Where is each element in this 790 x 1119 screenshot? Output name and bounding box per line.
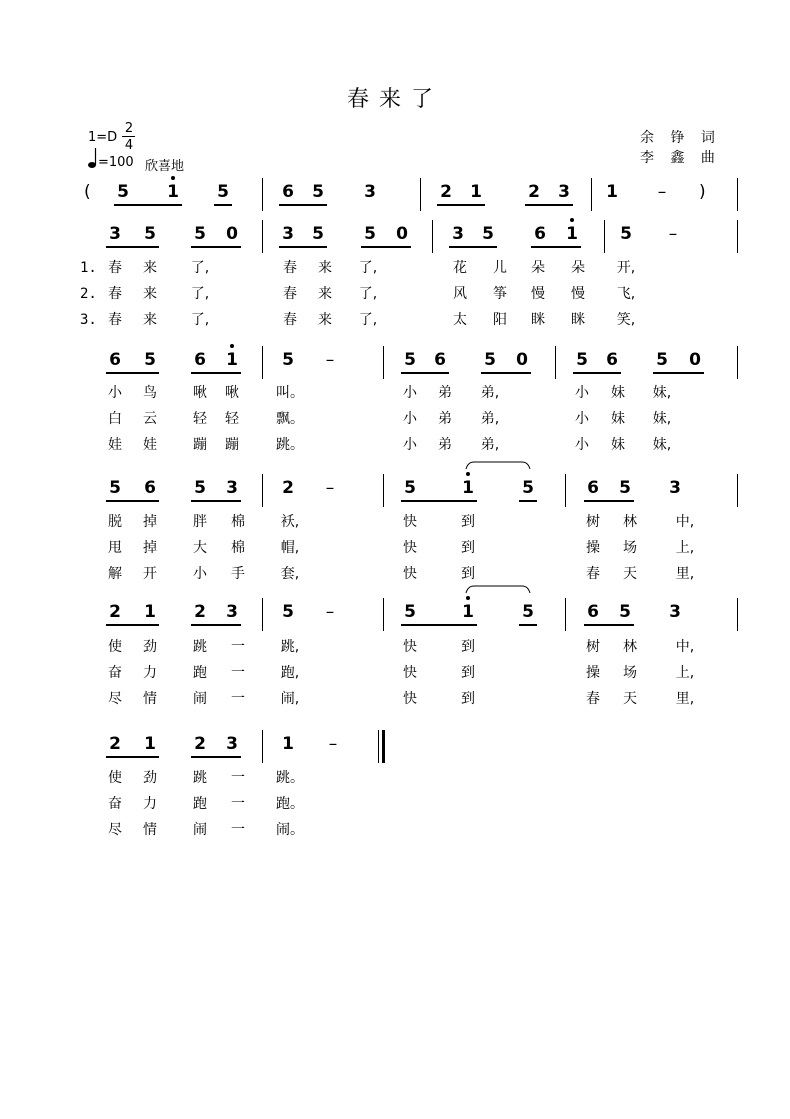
barline: [432, 220, 433, 253]
note: 2: [528, 182, 540, 202]
lyric-syllable: 一: [231, 691, 245, 707]
lyric-syllable: 弟: [438, 385, 452, 401]
lyric-syllable: 树: [586, 639, 600, 655]
lyric-syllable: 来: [143, 312, 157, 328]
lyric-syllable: 妹: [611, 411, 625, 427]
time-signature-denominator: 4: [124, 138, 134, 153]
lyric-syllable: 快: [403, 639, 417, 655]
lyric-syllable: 天: [623, 566, 637, 582]
barline: [383, 598, 384, 631]
lyric-syllable: 使: [108, 639, 122, 655]
note: 5: [109, 478, 121, 498]
lyric-syllable: 快: [403, 540, 417, 556]
note: 6: [587, 478, 599, 498]
lyric-syllable: 小: [575, 437, 589, 453]
note: 5: [522, 602, 534, 622]
lyric-syllable: 慢: [531, 286, 545, 302]
lyric-syllable: 快: [403, 691, 417, 707]
key-signature: 1=D: [88, 130, 118, 145]
barline: [262, 220, 263, 253]
eighth-beam: [191, 756, 241, 758]
lyric-syllable: 小: [403, 437, 417, 453]
lyric-syllable: 跑,: [280, 665, 300, 681]
lyric-syllable: 跳,: [280, 639, 300, 655]
barline: [262, 730, 263, 763]
lyric-syllable: 闹,: [280, 691, 300, 707]
note: 5: [522, 478, 534, 498]
lyric-syllable: 天: [623, 691, 637, 707]
note: 0: [516, 350, 528, 370]
lyric-syllable: 阳: [493, 312, 507, 328]
lyric-syllable: 花: [453, 260, 467, 276]
barline: [420, 178, 421, 211]
note: 5: [619, 478, 631, 498]
lyric-syllable: 到: [461, 514, 475, 530]
lyric-syllable: 跑: [193, 665, 207, 681]
lyric-syllable: 飘。: [276, 411, 304, 427]
barline: [591, 178, 592, 211]
barline: [737, 178, 738, 211]
high-octave-dot: [466, 596, 470, 600]
final-barline-thick: [382, 730, 385, 763]
lyric-syllable: 闹。: [276, 822, 304, 838]
eighth-beam: [584, 500, 634, 502]
note: 3: [226, 602, 238, 622]
note: 1: [606, 182, 618, 202]
lyricist-credit: 余 铮 词: [640, 130, 721, 146]
lyric-syllable: 来: [318, 260, 332, 276]
hold-dash: –: [325, 350, 335, 370]
lyric-syllable: 春: [108, 312, 122, 328]
note: 5: [194, 478, 206, 498]
lyric-syllable: 上,: [675, 540, 695, 556]
lyric-syllable: 春: [586, 691, 600, 707]
lyric-syllable: 快: [403, 665, 417, 681]
lyric-syllable: 妹,: [652, 385, 672, 401]
note: 5: [194, 224, 206, 244]
lyric-syllable: 啾: [193, 385, 207, 401]
lyric-syllable: 弟: [438, 437, 452, 453]
lyric-syllable: 跳: [193, 770, 207, 786]
note: 6: [144, 478, 156, 498]
lyric-syllable: 妹: [611, 385, 625, 401]
note: 5: [117, 182, 129, 202]
lyric-syllable: 场: [623, 665, 637, 681]
eighth-beam: [401, 372, 449, 374]
lyric-syllable: 叫。: [276, 385, 304, 401]
lyric-syllable: 快: [403, 566, 417, 582]
time-signature-line: [122, 136, 135, 137]
eighth-beam: [214, 204, 232, 206]
high-octave-dot: [230, 344, 234, 348]
lyric-syllable: 弟: [438, 411, 452, 427]
lyric-syllable: 来: [318, 312, 332, 328]
eighth-beam: [191, 372, 241, 374]
song-title: 春来了: [346, 87, 443, 112]
note: 5: [144, 350, 156, 370]
note: 1: [566, 224, 578, 244]
final-barline-thin: [378, 730, 379, 763]
barline: [737, 474, 738, 507]
lyric-syllable: 一: [231, 639, 245, 655]
lyric-syllable: 胖: [193, 514, 207, 530]
note: 2: [282, 478, 294, 498]
note: 2: [194, 602, 206, 622]
note: 5: [282, 350, 294, 370]
barline: [383, 346, 384, 379]
barline: [262, 598, 263, 631]
lyric-syllable: 掉: [143, 514, 157, 530]
lyric-syllable: 奋: [108, 665, 122, 681]
lyric-syllable: 蹦: [225, 437, 239, 453]
note: 5: [656, 350, 668, 370]
high-octave-dot: [466, 472, 470, 476]
lyric-syllable: 上,: [675, 665, 695, 681]
verse-number: 1.: [80, 260, 97, 276]
lyric-syllable: 春: [283, 260, 297, 276]
eighth-beam: [519, 500, 537, 502]
lyric-syllable: 笑,: [616, 312, 636, 328]
eighth-beam: [401, 500, 477, 502]
hold-dash: –: [328, 734, 338, 754]
note: 3: [452, 224, 464, 244]
note: 5: [404, 602, 416, 622]
barline: [262, 346, 263, 379]
note: 3: [226, 734, 238, 754]
lyric-syllable: 妹,: [652, 411, 672, 427]
lyric-syllable: 风: [453, 286, 467, 302]
note: 3: [669, 602, 681, 622]
note: 5: [364, 224, 376, 244]
lyric-syllable: 操: [586, 540, 600, 556]
time-signature-numerator: 2: [124, 121, 134, 136]
note: 1: [226, 350, 238, 370]
eighth-beam: [114, 204, 182, 206]
lyric-syllable: 手: [231, 566, 245, 582]
lyric-syllable: 眯: [571, 312, 585, 328]
lyric-syllable: 飞,: [616, 286, 636, 302]
note: 2: [109, 734, 121, 754]
lyric-syllable: 眯: [531, 312, 545, 328]
lyric-syllable: 小: [575, 385, 589, 401]
lyric-syllable: 棉: [231, 514, 245, 530]
lyric-syllable: 林: [623, 639, 637, 655]
lyric-syllable: 棉: [231, 540, 245, 556]
lyric-syllable: 劲: [143, 639, 157, 655]
lyric-syllable: 场: [623, 540, 637, 556]
lyric-syllable: 了,: [190, 312, 210, 328]
lyric-syllable: 开: [143, 566, 157, 582]
eighth-beam: [106, 372, 159, 374]
lyric-syllable: 闹: [193, 691, 207, 707]
note: 3: [669, 478, 681, 498]
tempo-marking: =100: [98, 155, 134, 170]
lyric-syllable: 跳: [193, 639, 207, 655]
lyric-syllable: 林: [623, 514, 637, 530]
eighth-beam: [361, 246, 411, 248]
lyric-syllable: 白: [108, 411, 122, 427]
lyric-syllable: 到: [461, 639, 475, 655]
lyric-syllable: 了,: [190, 260, 210, 276]
lyric-syllable: 筝: [493, 286, 507, 302]
lyric-syllable: 鸟: [143, 385, 157, 401]
lyric-syllable: 尽: [108, 822, 122, 838]
expression-marking: 欣喜地: [145, 159, 185, 174]
lyric-syllable: 小: [403, 411, 417, 427]
lyric-syllable: 一: [231, 822, 245, 838]
note: 5: [312, 182, 324, 202]
note: 5: [404, 478, 416, 498]
lyric-syllable: 妹: [611, 437, 625, 453]
slur: [466, 460, 530, 470]
lyric-syllable: 到: [461, 665, 475, 681]
close-paren: ): [699, 182, 706, 202]
lyric-syllable: 春: [108, 260, 122, 276]
lyric-syllable: 帽,: [280, 540, 300, 556]
barline: [555, 346, 556, 379]
lyric-syllable: 弟,: [480, 437, 500, 453]
lyric-syllable: 朵: [571, 260, 585, 276]
note: 5: [404, 350, 416, 370]
lyric-syllable: 娃: [108, 437, 122, 453]
note: 5: [217, 182, 229, 202]
note: 5: [144, 224, 156, 244]
lyric-syllable: 春: [283, 312, 297, 328]
note: 5: [576, 350, 588, 370]
lyric-syllable: 情: [143, 691, 157, 707]
barline: [262, 474, 263, 507]
lyric-syllable: 甩: [108, 540, 122, 556]
lyric-syllable: 春: [586, 566, 600, 582]
slur: [466, 584, 530, 594]
note: 1: [282, 734, 294, 754]
lyric-syllable: 来: [318, 286, 332, 302]
lyric-syllable: 了,: [358, 260, 378, 276]
lyric-syllable: 中,: [675, 514, 695, 530]
lyric-syllable: 解: [108, 566, 122, 582]
lyric-syllable: 云: [143, 411, 157, 427]
eighth-beam: [191, 246, 241, 248]
lyric-syllable: 力: [143, 665, 157, 681]
lyric-syllable: 小: [108, 385, 122, 401]
eighth-beam: [401, 624, 477, 626]
verse-number: 3.: [80, 312, 97, 328]
lyric-syllable: 娃: [143, 437, 157, 453]
note: 1: [462, 478, 474, 498]
note: 1: [144, 734, 156, 754]
note: 5: [620, 224, 632, 244]
open-paren: (: [84, 182, 91, 202]
eighth-beam: [525, 204, 573, 206]
lyric-syllable: 尽: [108, 691, 122, 707]
eighth-beam: [653, 372, 704, 374]
lyric-syllable: 来: [143, 286, 157, 302]
note: 5: [619, 602, 631, 622]
note: 5: [482, 224, 494, 244]
eighth-beam: [584, 624, 634, 626]
lyric-syllable: 一: [231, 796, 245, 812]
verse-number: 2.: [80, 286, 97, 302]
lyric-syllable: 劲: [143, 770, 157, 786]
lyric-syllable: 啾: [225, 385, 239, 401]
lyric-syllable: 奋: [108, 796, 122, 812]
lyric-syllable: 弟,: [480, 411, 500, 427]
note: 6: [434, 350, 446, 370]
lyric-syllable: 太: [453, 312, 467, 328]
lyric-syllable: 一: [231, 665, 245, 681]
note: 0: [689, 350, 701, 370]
note: 6: [587, 602, 599, 622]
lyric-syllable: 小: [193, 566, 207, 582]
lyric-syllable: 里,: [675, 566, 695, 582]
hold-dash: –: [325, 478, 335, 498]
lyric-syllable: 跳。: [276, 437, 304, 453]
lyric-syllable: 跑: [193, 796, 207, 812]
lyric-syllable: 大: [193, 540, 207, 556]
composer-credit: 李 鑫 曲: [640, 150, 721, 166]
eighth-beam: [279, 204, 327, 206]
barline: [604, 220, 605, 253]
eighth-beam: [191, 500, 241, 502]
note: 3: [558, 182, 570, 202]
lyric-syllable: 快: [403, 514, 417, 530]
note: 3: [282, 224, 294, 244]
lyric-syllable: 情: [143, 822, 157, 838]
barline: [737, 346, 738, 379]
barline: [565, 474, 566, 507]
high-octave-dot: [171, 176, 175, 180]
lyric-syllable: 妹,: [652, 437, 672, 453]
barline: [565, 598, 566, 631]
lyric-syllable: 到: [461, 691, 475, 707]
note: 5: [282, 602, 294, 622]
barline: [262, 178, 263, 211]
barline: [383, 474, 384, 507]
lyric-syllable: 闹: [193, 822, 207, 838]
eighth-beam: [519, 624, 537, 626]
eighth-beam: [106, 756, 159, 758]
note: 0: [226, 224, 238, 244]
lyric-syllable: 轻: [193, 411, 207, 427]
note: 5: [312, 224, 324, 244]
lyric-syllable: 到: [461, 540, 475, 556]
lyric-syllable: 操: [586, 665, 600, 681]
note: 6: [109, 350, 121, 370]
lyric-syllable: 朵: [531, 260, 545, 276]
eighth-beam: [481, 372, 531, 374]
note: 2: [194, 734, 206, 754]
lyric-syllable: 套,: [280, 566, 300, 582]
lyric-syllable: 慢: [571, 286, 585, 302]
lyric-syllable: 一: [231, 770, 245, 786]
lyric-syllable: 里,: [675, 691, 695, 707]
lyric-syllable: 脱: [108, 514, 122, 530]
lyric-syllable: 春: [283, 286, 297, 302]
lyric-syllable: 掉: [143, 540, 157, 556]
note: 6: [606, 350, 618, 370]
note: 6: [194, 350, 206, 370]
note: 1: [462, 602, 474, 622]
high-octave-dot: [570, 218, 574, 222]
lyric-syllable: 轻: [225, 411, 239, 427]
eighth-beam: [279, 246, 327, 248]
lyric-syllable: 了,: [190, 286, 210, 302]
hold-dash: –: [668, 224, 678, 244]
note: 5: [484, 350, 496, 370]
note: 6: [534, 224, 546, 244]
eighth-beam: [106, 246, 159, 248]
note: 6: [282, 182, 294, 202]
eighth-beam: [573, 372, 621, 374]
lyric-syllable: 春: [108, 286, 122, 302]
eighth-beam: [191, 624, 241, 626]
note: 1: [167, 182, 179, 202]
lyric-syllable: 袄,: [280, 514, 300, 530]
hold-dash: –: [657, 182, 667, 202]
eighth-beam: [449, 246, 497, 248]
lyric-syllable: 力: [143, 796, 157, 812]
lyric-syllable: 小: [403, 385, 417, 401]
note: 2: [440, 182, 452, 202]
note: 3: [364, 182, 376, 202]
barline: [737, 220, 738, 253]
note: 3: [109, 224, 121, 244]
note: 0: [396, 224, 408, 244]
lyric-syllable: 来: [143, 260, 157, 276]
note: 1: [470, 182, 482, 202]
lyric-syllable: 使: [108, 770, 122, 786]
eighth-beam: [437, 204, 485, 206]
lyric-syllable: 了,: [358, 286, 378, 302]
lyric-syllable: 蹦: [193, 437, 207, 453]
lyric-syllable: 中,: [675, 639, 695, 655]
lyric-syllable: 到: [461, 566, 475, 582]
lyric-syllable: 了,: [358, 312, 378, 328]
eighth-beam: [106, 500, 159, 502]
eighth-beam: [106, 624, 159, 626]
lyric-syllable: 跑。: [276, 796, 304, 812]
lyric-syllable: 小: [575, 411, 589, 427]
note: 1: [144, 602, 156, 622]
lyric-syllable: 树: [586, 514, 600, 530]
note: 2: [109, 602, 121, 622]
barline: [737, 598, 738, 631]
lyric-syllable: 弟,: [480, 385, 500, 401]
lyric-syllable: 儿: [493, 260, 507, 276]
note: 3: [226, 478, 238, 498]
lyric-syllable: 开,: [616, 260, 636, 276]
eighth-beam: [531, 246, 581, 248]
hold-dash: –: [325, 602, 335, 622]
lyric-syllable: 跳。: [276, 770, 304, 786]
